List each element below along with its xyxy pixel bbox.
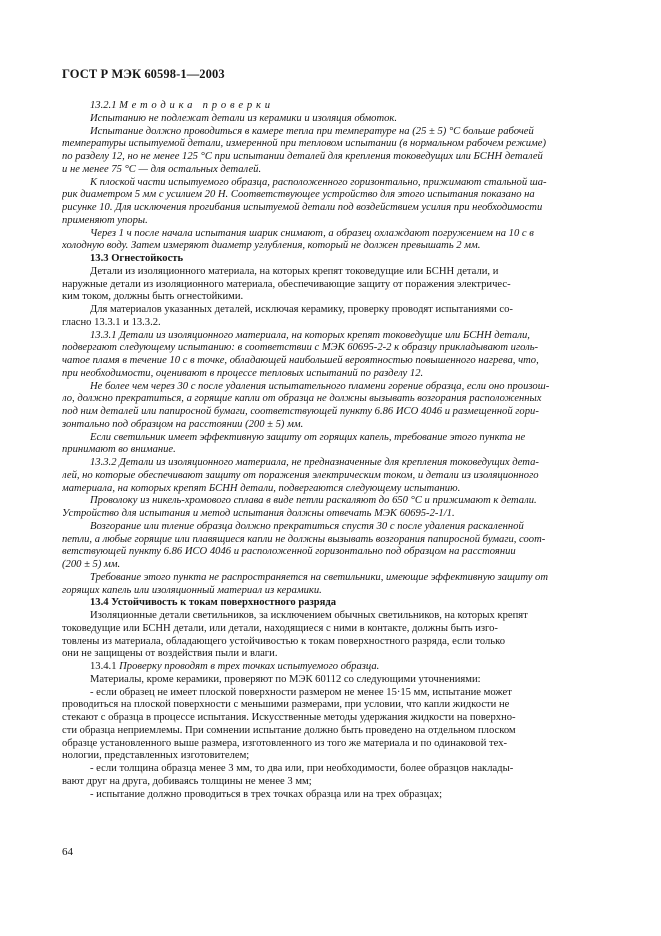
- text-line: ло, должно прекратиться, а горящие капли от образца не должны вызывать возгорания расположенных: [62, 393, 542, 405]
- text-fragment: 13.4.1: [90, 661, 120, 672]
- text-line: и не менее 75 °С — для остальных деталей.: [62, 163, 262, 175]
- text-line: сти образца неприемлемы. При сомнении испытание должно быть проведено на отдельном плоском: [62, 724, 516, 736]
- text-line: Для материалов указанных деталей, исключая керамику, проверку проводят испытаниями со-: [90, 304, 513, 315]
- text-line: 13.3.2 Детали из изоляционного материала, не предназначенные для крепления токоведущих дета-: [90, 457, 539, 468]
- text-fragment: 13.2.1: [90, 100, 120, 111]
- text-line: 13.3.1 Детали из изоляционного материала, на которых крепят токоведущие или БСНН детали,: [90, 329, 530, 341]
- text-line: рик диаметром 5 мм с усилием 20 Н. Соответствующее устройство для этого испытания показано на: [62, 189, 535, 201]
- text-line: холодную воду. Затем измеряют диаметр углубления, который не должен превышать 2 мм.: [62, 240, 481, 252]
- text-line: образце установленного выше размера, изготовленного из того же материала и по одинаковой тех-: [62, 737, 508, 749]
- text-line: Не более чем через 30 с после удаления испытательного пламени горение образца, если оно произош-: [90, 380, 550, 392]
- text-line: токоведущие или БСНН детали, или детали, находящиеся с ними в контакте, должны быть изго-: [62, 622, 498, 634]
- text-line: применяют упоры.: [62, 214, 148, 226]
- text-line: температуры испытуемой детали, измеренной при тепловом испытании (в нормальном рабочем режиме): [62, 138, 547, 150]
- text-line: вают друг на друга, добиваясь толщины не менее 3 мм;: [62, 775, 312, 787]
- text-line: Устройство для испытания и метод испытания должны отвечать МЭК 60695-2-1/1.: [62, 508, 455, 519]
- text-line: - испытание должно проводиться в трех точках образца или на трех образцах;: [90, 788, 443, 800]
- text-line: [90, 100, 600, 113]
- text-line: товлены из материала, обладающего устойчивостью к токам поверхностного разряда, если только: [62, 635, 506, 647]
- text-line: Требование этого пункта не распространяется на светильники, имеющие эффективную защиту от: [90, 571, 549, 583]
- document-header: ГОСТ Р МЭК 60598-1—2003: [62, 67, 225, 81]
- text-line: стекают с образца в процессе испытания. Искусственные методы удержания жидкости на поверхно-: [62, 712, 516, 723]
- text-line: петли, а любые горящие или плавящиеся капли не должны вызывать возгорания папиросной бумаги, соот-: [62, 533, 546, 545]
- text-line: Материалы, кроме керамики, проверяют по МЭК 60112 со следующими уточнениями:: [90, 673, 481, 685]
- text-line: Испытанию не подлежат детали из керамики и изоляция обмоток.: [90, 112, 398, 124]
- text-line: Изоляционные детали светильников, за исключением обычных светильников, на которых крепят: [90, 610, 528, 621]
- text-line: подвергают следующему испытанию: в соответствии с МЭК 60695-2-2 к образцу прикладывают иголь-: [62, 342, 539, 354]
- text-line: материала, на которых крепят БСНН детали, подвергаются следующему испытанию.: [62, 482, 461, 494]
- text-fragment: Проверку проводят в трех точках испытуемого образца.: [119, 661, 380, 672]
- text-line: нологии, представленных изготовителем;: [62, 750, 250, 762]
- text-fragment: Методика проверки: [119, 100, 274, 111]
- text-line: рисунке 10. Для исключения прогибания испытуемой детали под воздействием усилия при необходимости: [62, 202, 543, 213]
- section-heading: 13.4 Устойчивость к токам поверхностного разряда: [90, 597, 337, 609]
- text-line: Проволоку из никель-хромового сплава в виде петли раскаляют до 650 °С и прижимают к детали.: [90, 495, 537, 507]
- text-line: ким током, должны быть огнестойкими.: [62, 291, 244, 303]
- text-line: они не защищены от воздействия пыли и влаги.: [62, 648, 278, 660]
- text-line: - если толщина образца менее 3 мм, то два или, при необходимости, более образцов наклады-: [90, 763, 514, 774]
- text-line: по разделу 12, но не менее 125 °С при испытании деталей для крепления токоведущих или БСНН деталей: [62, 151, 543, 162]
- text-line: Возгорание или тление образца должно прекратиться спустя 30 с после удаления раскаленной: [90, 520, 524, 532]
- text-line: - если образец не имеет плоской поверхности размером не менее 15·15 мм, испытание может: [90, 686, 512, 698]
- text-line: под ним деталей или папиросной бумаги, соответствующей пункту 6.86 ИСО 4046 и размещенной гори-: [62, 406, 539, 417]
- document-body: [62, 100, 600, 801]
- text-line: при необходимости, оценивают в процессе тепловых испытаний по разделу 12.: [62, 367, 424, 379]
- text-line: принимают во внимание.: [62, 444, 176, 456]
- text-line: проводиться на плоской поверхности с меньшими размерами, при условии, что капли жидкости не: [62, 699, 510, 711]
- text-line: (200 ± 5) мм.: [62, 559, 121, 570]
- text-line: гласно 13.3.1 и 13.3.2.: [62, 316, 161, 328]
- text-line: К плоской части испытуемого образца, расположенного горизонтально, прижимают стальной ша-: [90, 176, 547, 188]
- text-line: [90, 661, 600, 674]
- text-line: наружные детали из изоляционного материала, обеспечивающие защиту от поражения электричес-: [62, 278, 511, 290]
- text-line: лей, но которые обеспечивают защиту от поражения электрическим током, и детали из изоляционного: [62, 469, 539, 481]
- text-line: Через 1 ч после начала испытания шарик снимают, а образец охлаждают погружением на 10 с в: [90, 227, 534, 239]
- text-line: зонтально под образцом на расстоянии (200 ± 5) мм.: [62, 418, 304, 430]
- text-line: чатое пламя в течение 10 с в точке, обладающей наибольшей вероятностью повышенного нагрева, что,: [62, 355, 539, 366]
- section-heading: 13.3 Огнестойкость: [90, 253, 184, 264]
- text-line: Если светильник имеет эффективную защиту от горящих капель, требование этого пункта не: [90, 431, 526, 443]
- text-line: Испытание должно проводиться в камере тепла при температуре на (25 ± 5) °С больше рабочей: [90, 125, 534, 137]
- text-line: ветствующей пункту 6.86 ИСО 4046 и расположенной горизонтально под образцом на расстоянии: [62, 546, 516, 558]
- text-line: Детали из изоляционного материала, на которых крепят токоведущие или БСНН детали, и: [90, 265, 499, 277]
- page-number: 64: [62, 846, 73, 858]
- text-line: горящих капель или изоляционный материал из керамики.: [62, 584, 322, 596]
